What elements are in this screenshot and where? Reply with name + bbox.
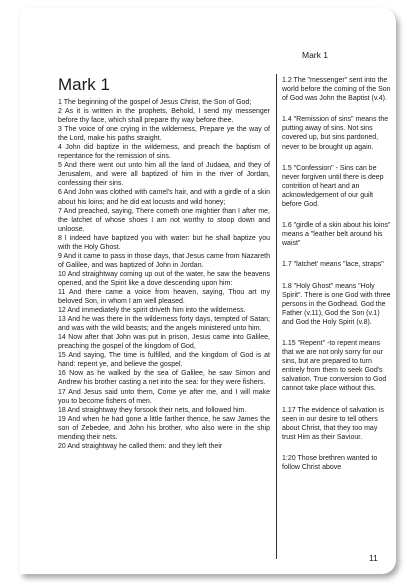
verse: 3 The voice of one crying in the wilderness, Prepare ye the way of the Lord, make his paths straight.	[58, 126, 270, 143]
study-note: 1.5 "Confession" - Sins can be never forgiven until there is deep contrition of heart and an acknowledgement of our guilt before God.	[282, 164, 384, 209]
verse: 5 And there went out unto him all the land of Judaea, and they of Jerusalem, and were all baptized of him in the river of Jordan, confessing their sins.	[58, 162, 270, 188]
chapter-title: Mark 1	[58, 75, 110, 94]
verse: 2 As it is written in the prophets, Behold, I send my messenger before thy face, which shall prepare thy way before thee.	[58, 108, 270, 125]
verse: 7 And preached, saying, There cometh one mightier than I after me, the latchet of whose shoes I am not worthy to stoop down and unloose.	[58, 207, 270, 233]
verse: 16 Now as he walked by the sea of Galilee, he saw Simon and Andrew his brother casting a net into the sea: for they were fishers.	[58, 370, 270, 387]
verse: 4 John did baptize in the wilderness, and preach the baptism of repentance for the remission of sins.	[58, 144, 270, 161]
study-note: 1.15 "Repent" -to repent means that we are not only sorry for our sins, but are prepared to turn entirely from them to seek God's salvation. True conversion to God cannot take place without this.	[282, 339, 387, 393]
study-note: 1:20 Those brethren wanted to follow Christ above	[282, 454, 378, 471]
verse: 8 I indeed have baptized you with water: but he shall baptize you with the Holy Ghost.	[58, 234, 270, 251]
verse: 6 And John was clothed with camel's hair, and with a girdle of a skin about his loins; and he did eat locusts and wild honey;	[58, 189, 270, 206]
study-note: 1.2 The "messenger" sent into the world before the coming of the Son of God was John the Baptist (v.4).	[282, 77, 391, 103]
verse: 19 And when he had gone a little farther thence, he saw James the son of Zebedee, and John his brother, who also were in the ship mending their nets.	[58, 415, 270, 441]
verse: 20 And straightway he called them: and they left their	[58, 442, 223, 450]
book-page	[20, 8, 396, 574]
running-head: Mark 1	[302, 50, 328, 60]
verse: 9 And it came to pass in those days, that Jesus came from Nazareth of Galilee, and was baptized of John in Jordan.	[58, 252, 270, 269]
study-note: 1.6 "girdle of a skin about his loins" means a "leather belt around his waist"	[282, 222, 391, 248]
verse: 1 The beginning of the gospel of Jesus Christ, the Son of God;	[58, 99, 252, 106]
verse: 13 And he was there in the wilderness forty days, tempted of Satan; and was with the wild beasts; and the angels ministered unto him.	[58, 316, 270, 333]
verse: 14 Now after that John was put in prison, Jesus came into Galilee, preaching the gospel of the kingdom of God,	[58, 334, 270, 351]
study-note: 1.4 "Remission of sins" means the putting away of sins. Not sins covered up, but sins pardoned, never to be brought up again.	[282, 116, 389, 151]
page-number: 11	[369, 553, 378, 563]
study-note: 1.7 "latchet' means "lace, straps"	[282, 261, 384, 269]
verse: 18 And straightway they forsook their nets, and followed him.	[58, 406, 247, 414]
study-note: 1.17 The evidence of salvation is seen in our desire to tell others about Christ, that they too may trust Him as their Saviour.	[282, 406, 384, 441]
verse: 10 And straightway coming up out of the water, he saw the heavens opened, and the Spirit like a dove descending upon him:	[58, 270, 270, 287]
verse: 15 And saying, The time is fulfilled, and the kingdom of God is at hand: repent ye, and believe the gospel.	[58, 352, 270, 369]
column-divider	[276, 74, 277, 559]
study-note: 1.8 "Holy Ghost" means "Holy Spirit". There is one God with three persons in the Godhead. God the Father (v.11), God the Son (v.1) and God the Holy Spirit (v.8).	[282, 282, 391, 326]
verse: 11 And there came a voice from heaven, saying, Thou art my beloved Son, in whom I am well pleased.	[58, 288, 270, 306]
notes-column	[282, 76, 392, 484]
verse: 17 And Jesus said unto them, Come ye after me, and I will make you to become fishers of men.	[58, 388, 270, 405]
verse: 12 And immediately the spirit driveth him into the wilderness.	[58, 307, 246, 315]
scripture-column	[58, 76, 270, 451]
